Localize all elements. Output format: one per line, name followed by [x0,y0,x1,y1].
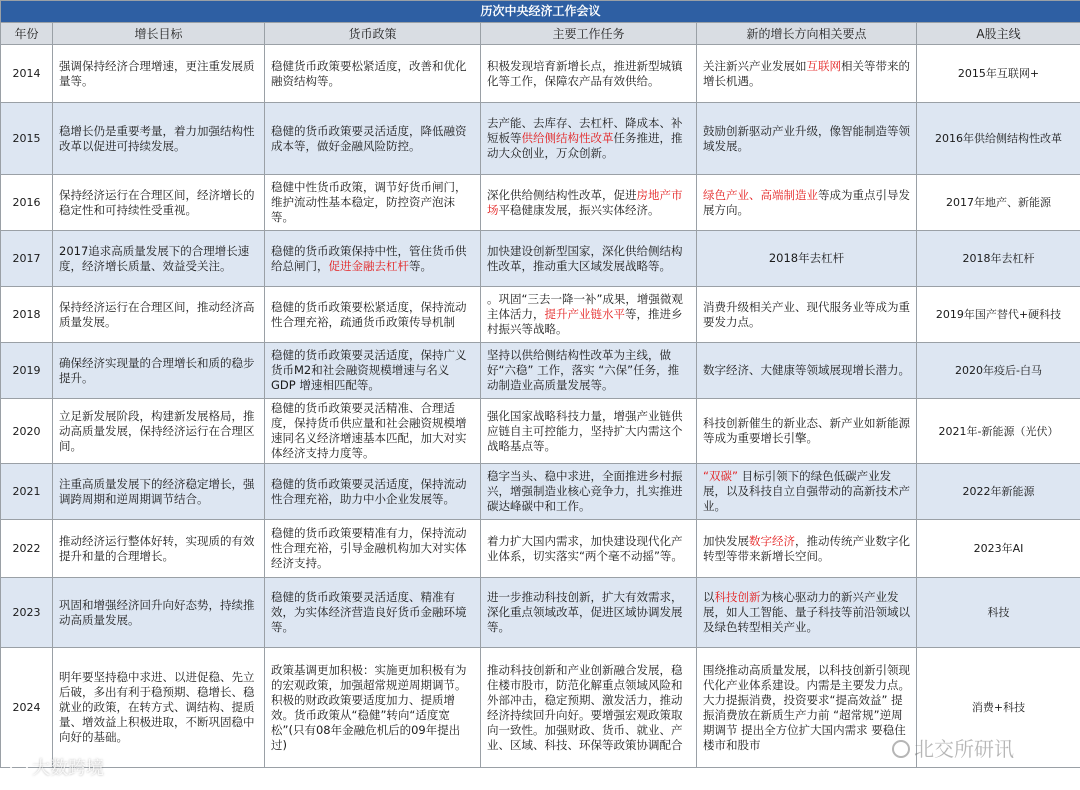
cell-text: 稳字当头、稳中求进，全面推进乡村振兴，增强制造业核心竞争力，扎实推进碳达峰碳中和工作。 [487,469,683,513]
cell-text: 。巩固“三去一降一补”成果，增强微观主体活力， [487,292,683,321]
main-tasks-cell [481,648,697,768]
main-tasks-cell [481,175,697,231]
header-a-share-theme: A股主线 [917,23,1080,45]
cell-text: 确保经济实现量的合理增长和质的稳步提升。 [59,355,255,385]
a-share-theme-cell: 2018年去杠杆 [917,231,1080,287]
monetary-policy-cell [265,578,481,648]
table-header-row [1,23,1080,45]
growth-direction-cell [697,103,917,175]
highlight-text: 科技创新 [714,590,761,604]
cell-text: 以 [703,590,715,604]
highlight-text: 促进金融去杠杆 [328,258,409,273]
cell-text: 2018年去杠杆 [768,251,845,265]
growth-target-cell [53,103,265,175]
growth-direction-cell [697,578,917,648]
cell-text: 保持经济运行在合理区间，推动经济高质量发展。 [59,299,255,329]
highlight-text: 绿色产业、高端制造业 [703,187,818,202]
header-monetary-policy: 货币政策 [265,23,481,45]
table-row [1,399,1080,464]
main-tasks-cell [481,464,697,520]
cell-text: 进一步推动科技创新，扩大有效需求，深化重点领域改革，促进区域协调发展等。 [487,590,683,634]
cell-text: 推动科技创新和产业创新融合发展，稳住楼市股市，防范化解重点领域风险和外部冲击，稳定预期、激发活力，推动经济持续回升向好。要增强宏观政策取向一致性。加强财政、货币、就业、产业、区域、科技、环保等政策协调配合 [487,662,683,752]
cell-text: 稳健中性货币政策，调节好货币闸门，维护流动性基本稳定，防控资产泡沫等。 [271,180,467,224]
cell-text: 巩固和增强经济回升向好态势，持续推动高质量发展。 [59,597,255,627]
a-share-theme-cell: 2020年疫后-白马 [917,343,1080,399]
year-cell: 2021 [1,464,53,520]
cell-text: 深化供给侧结构性改革，促进 [487,187,637,202]
highlight-text: 数字经济 [749,533,795,548]
main-tasks-cell [481,578,697,648]
cell-text: ，推动传统产业数字化转型等带来新增长空间。 [703,533,910,563]
cell-text: 保持经济运行在合理区间，经济增长的稳定性和可持续性受重视。 [59,187,255,217]
cell-text: 等成为重点引导发展方向。 [703,187,910,217]
main-tasks-cell [481,287,697,343]
monetary-policy-cell [265,45,481,103]
growth-target-cell [53,464,265,520]
year-cell: 2020 [1,399,53,464]
year-cell: 2014 [1,45,53,103]
monetary-policy-cell [265,343,481,399]
table-row [1,287,1080,343]
a-share-theme-cell: 2023年AI [917,520,1080,578]
a-share-theme-cell: 2019年国产替代+硬科技 [917,287,1080,343]
monetary-policy-cell [265,175,481,231]
main-tasks-cell [481,520,697,578]
growth-direction-cell [697,399,917,464]
cell-text: 稳健的货币政策保持中性，管住货币供给总闸门， [271,243,467,273]
growth-target-cell [53,45,265,103]
highlight-text: “双碳” [703,469,738,483]
growth-target-cell [53,175,265,231]
table-row [1,464,1080,520]
highlight-text: 互联网 [806,58,841,73]
main-tasks-cell [481,399,697,464]
growth-target-cell [53,287,265,343]
cell-text: 稳增长仍是重要考量，着力加强结构性改革以促进可持续发展。 [59,123,255,153]
cell-text: 稳健的货币政策要灵活适度、精准有效，为实体经济营造良好货币金融环境等。 [271,590,467,634]
cell-text: 等。 [409,258,432,273]
year-cell: 2022 [1,520,53,578]
cell-text: 稳健的货币政策要灵活适度，保持广义货币M2和社会融资规模增速与名义 GDP 增速相匹配等。 [271,348,467,392]
year-cell: 2015 [1,103,53,175]
growth-direction-cell [697,175,917,231]
header-growth-target: 增长目标 [53,23,265,45]
table-row [1,175,1080,231]
a-share-theme-cell: 2021年-新能源（光伏） [917,399,1080,464]
a-share-theme-cell: 消费+科技 [917,648,1080,768]
header-new-growth-direction: 新的增长方向相关要点 [697,23,917,45]
year-cell: 2019 [1,343,53,399]
cell-text: 立足新发展阶段，构建新发展格局，推动高质量发展，保持经济运行在合理区间。 [59,408,255,453]
cell-text: 稳健的货币政策要灵活适度，降低融资成本等，做好金融风险防控。 [271,123,467,153]
a-share-theme-cell: 2017年地产、新能源 [917,175,1080,231]
table-row [1,648,1080,768]
a-share-theme-cell: 2016年供给侧结构性改革 [917,103,1080,175]
monetary-policy-cell [265,231,481,287]
cell-text: 相关等带来的增长机遇。 [703,58,910,88]
cell-text: 为核心驱动力的新兴产业发展，如人工智能、量子科技等前沿领域以及绿色转型相关产业。 [703,590,910,634]
cell-text: 稳健的货币政策要精准有力，保持流动性合理充裕，引导金融机构加大对实体经济支持。 [271,526,467,570]
cell-text: 2017追求高质量发展下的合理增长速度，经济增长质量、效益受关注。 [59,243,250,273]
highlight-text: 供给侧结构性改革 [521,131,614,145]
growth-direction-cell [697,343,917,399]
cell-text: 强化国家战略科技力量，增强产业链供应链自主可控能力，坚持扩大内需这个战略基点等。 [487,408,683,453]
cell-text: 着力扩大国内需求，加快建设现代化产业体系，切实落实“两个毫不动摇”等。 [487,533,683,563]
monetary-policy-cell [265,287,481,343]
watermark-right-text: 北交所研讯 [914,737,1014,761]
cell-text: 科技创新催生的新业态、新产业如新能源等成为重要增长引擎。 [703,416,910,445]
monetary-policy-cell [265,464,481,520]
cell-text: 加快发展 [703,533,749,548]
cell-text: 推动经济运行整体好转，实现质的有效提升和量的合理增长。 [59,533,255,563]
cell-text: 注重高质量发展下的经济稳定增长，强调跨周期和逆周期调节结合。 [59,476,255,506]
monetary-policy-cell [265,399,481,464]
a-share-theme-cell: 科技 [917,578,1080,648]
growth-target-cell [53,399,265,464]
cell-text: 等，推进乡村振兴等战略。 [487,307,683,336]
year-cell: 2017 [1,231,53,287]
highlight-text: 提升产业链水平 [544,307,625,321]
cell-text: 稳健的货币政策要灵活精准、合理适度，保持货币供应量和社会融资规模增速同名义经济增速基本匹配，加大对实体经济支持力度等。 [271,401,467,460]
watermark-left-text: 大数跨境 [32,758,104,779]
cell-text: 强调保持经济合理增速，更注重发展质量等。 [59,58,255,88]
cell-text: 围绕推动高质量发展，以科技创新引领现代化产业体系建设。内需是主要发力点。大力提振消费，投资要求“提高效益” 提振消费放在新质生产力前 “超常规”逆周期调节 提出全方位扩大国内需求 要稳住楼市和股市 [703,662,910,752]
growth-direction-cell [697,231,917,287]
cell-text: 去产能、去库存、去杠杆、降成本、补短板等 [487,116,683,145]
a-share-theme-cell: 2015年互联网+ [917,45,1080,103]
table-title: 历次中央经济工作会议 [1,1,1080,23]
cell-text: 政策基调更加积极：实施更加积极有为的宏观政策，加强超常规逆周期调节。积极的财政政策要适度加力、提质增效。货币政策从“稳健”转向“适度宽松”(只有08年金融危机后的09年提出过) [271,662,467,752]
main-tasks-cell [481,103,697,175]
cell-text: 平稳健康发展，振兴实体经济。 [498,202,660,217]
header-year: 年份 [1,23,53,45]
cell-text: 数字经济、大健康等领域展现增长潜力。 [703,363,910,377]
table-title-row [1,1,1080,23]
highlight-text: 房地产市场 [487,187,683,217]
growth-target-cell [53,343,265,399]
main-tasks-cell [481,343,697,399]
monetary-policy-cell [265,520,481,578]
year-cell: 2024 [1,648,53,768]
monetary-policy-cell [265,103,481,175]
growth-target-cell [53,231,265,287]
growth-target-cell [53,578,265,648]
table-row [1,578,1080,648]
table-row [1,231,1080,287]
cell-text: 目标引领下的绿色低碳产业发展，以及科技自立自强带动的高新技术产业。 [703,469,910,513]
table-row [1,520,1080,578]
cell-text: 关注新兴产业发展如 [703,58,807,73]
main-tasks-cell [481,231,697,287]
growth-direction-cell [697,45,917,103]
main-tasks-cell [481,45,697,103]
year-cell: 2016 [1,175,53,231]
cell-text: 坚持以供给侧结构性改革为主线，做好“六稳” 工作，落实 “六保”任务，推动制造业高质量发展等。 [487,348,680,392]
growth-direction-cell [697,520,917,578]
growth-direction-cell [697,464,917,520]
growth-target-cell [53,520,265,578]
table-row [1,103,1080,175]
growth-direction-cell [697,648,917,768]
cell-text: 稳健的货币政策要松紧适度，保持流动性合理充裕，疏通货币政策传导机制 [271,299,467,329]
year-cell: 2023 [1,578,53,648]
growth-direction-cell [697,287,917,343]
cell-text: 消费升级相关产业、现代服务业等成为重要发力点。 [703,299,910,329]
header-main-tasks: 主要工作任务 [481,23,697,45]
a-share-theme-cell: 2022年新能源 [917,464,1080,520]
growth-target-cell [53,648,265,768]
cell-text: 稳健货币政策要松紧适度，改善和优化融资结构等。 [271,58,467,88]
cell-text: 积极发现培育新增长点，推进新型城镇化等工作，保障农产品有效供给。 [487,58,683,88]
cell-text: 任务推进，推动大众创业，万众创新。 [487,131,683,160]
cell-text: 加快建设创新型国家，深化供给侧结构性改革，推动重大区域发展战略等。 [487,243,683,273]
table-row [1,343,1080,399]
cell-text: 明年要坚持稳中求进、以进促稳、先立后破，多出有利于稳预期、稳增长、稳就业的政策，在转方式、调结构、提质量、增效益上积极进取，不断巩固稳中向好的基础。 [59,670,255,744]
cell-text: 鼓励创新驱动产业升级，像智能制造等领域发展。 [703,123,910,153]
year-cell: 2018 [1,287,53,343]
cell-text: 稳健的货币政策要灵活适度，保持流动性合理充裕，助力中小企业发展等。 [271,476,467,506]
monetary-policy-cell [265,648,481,768]
table-row [1,45,1080,103]
